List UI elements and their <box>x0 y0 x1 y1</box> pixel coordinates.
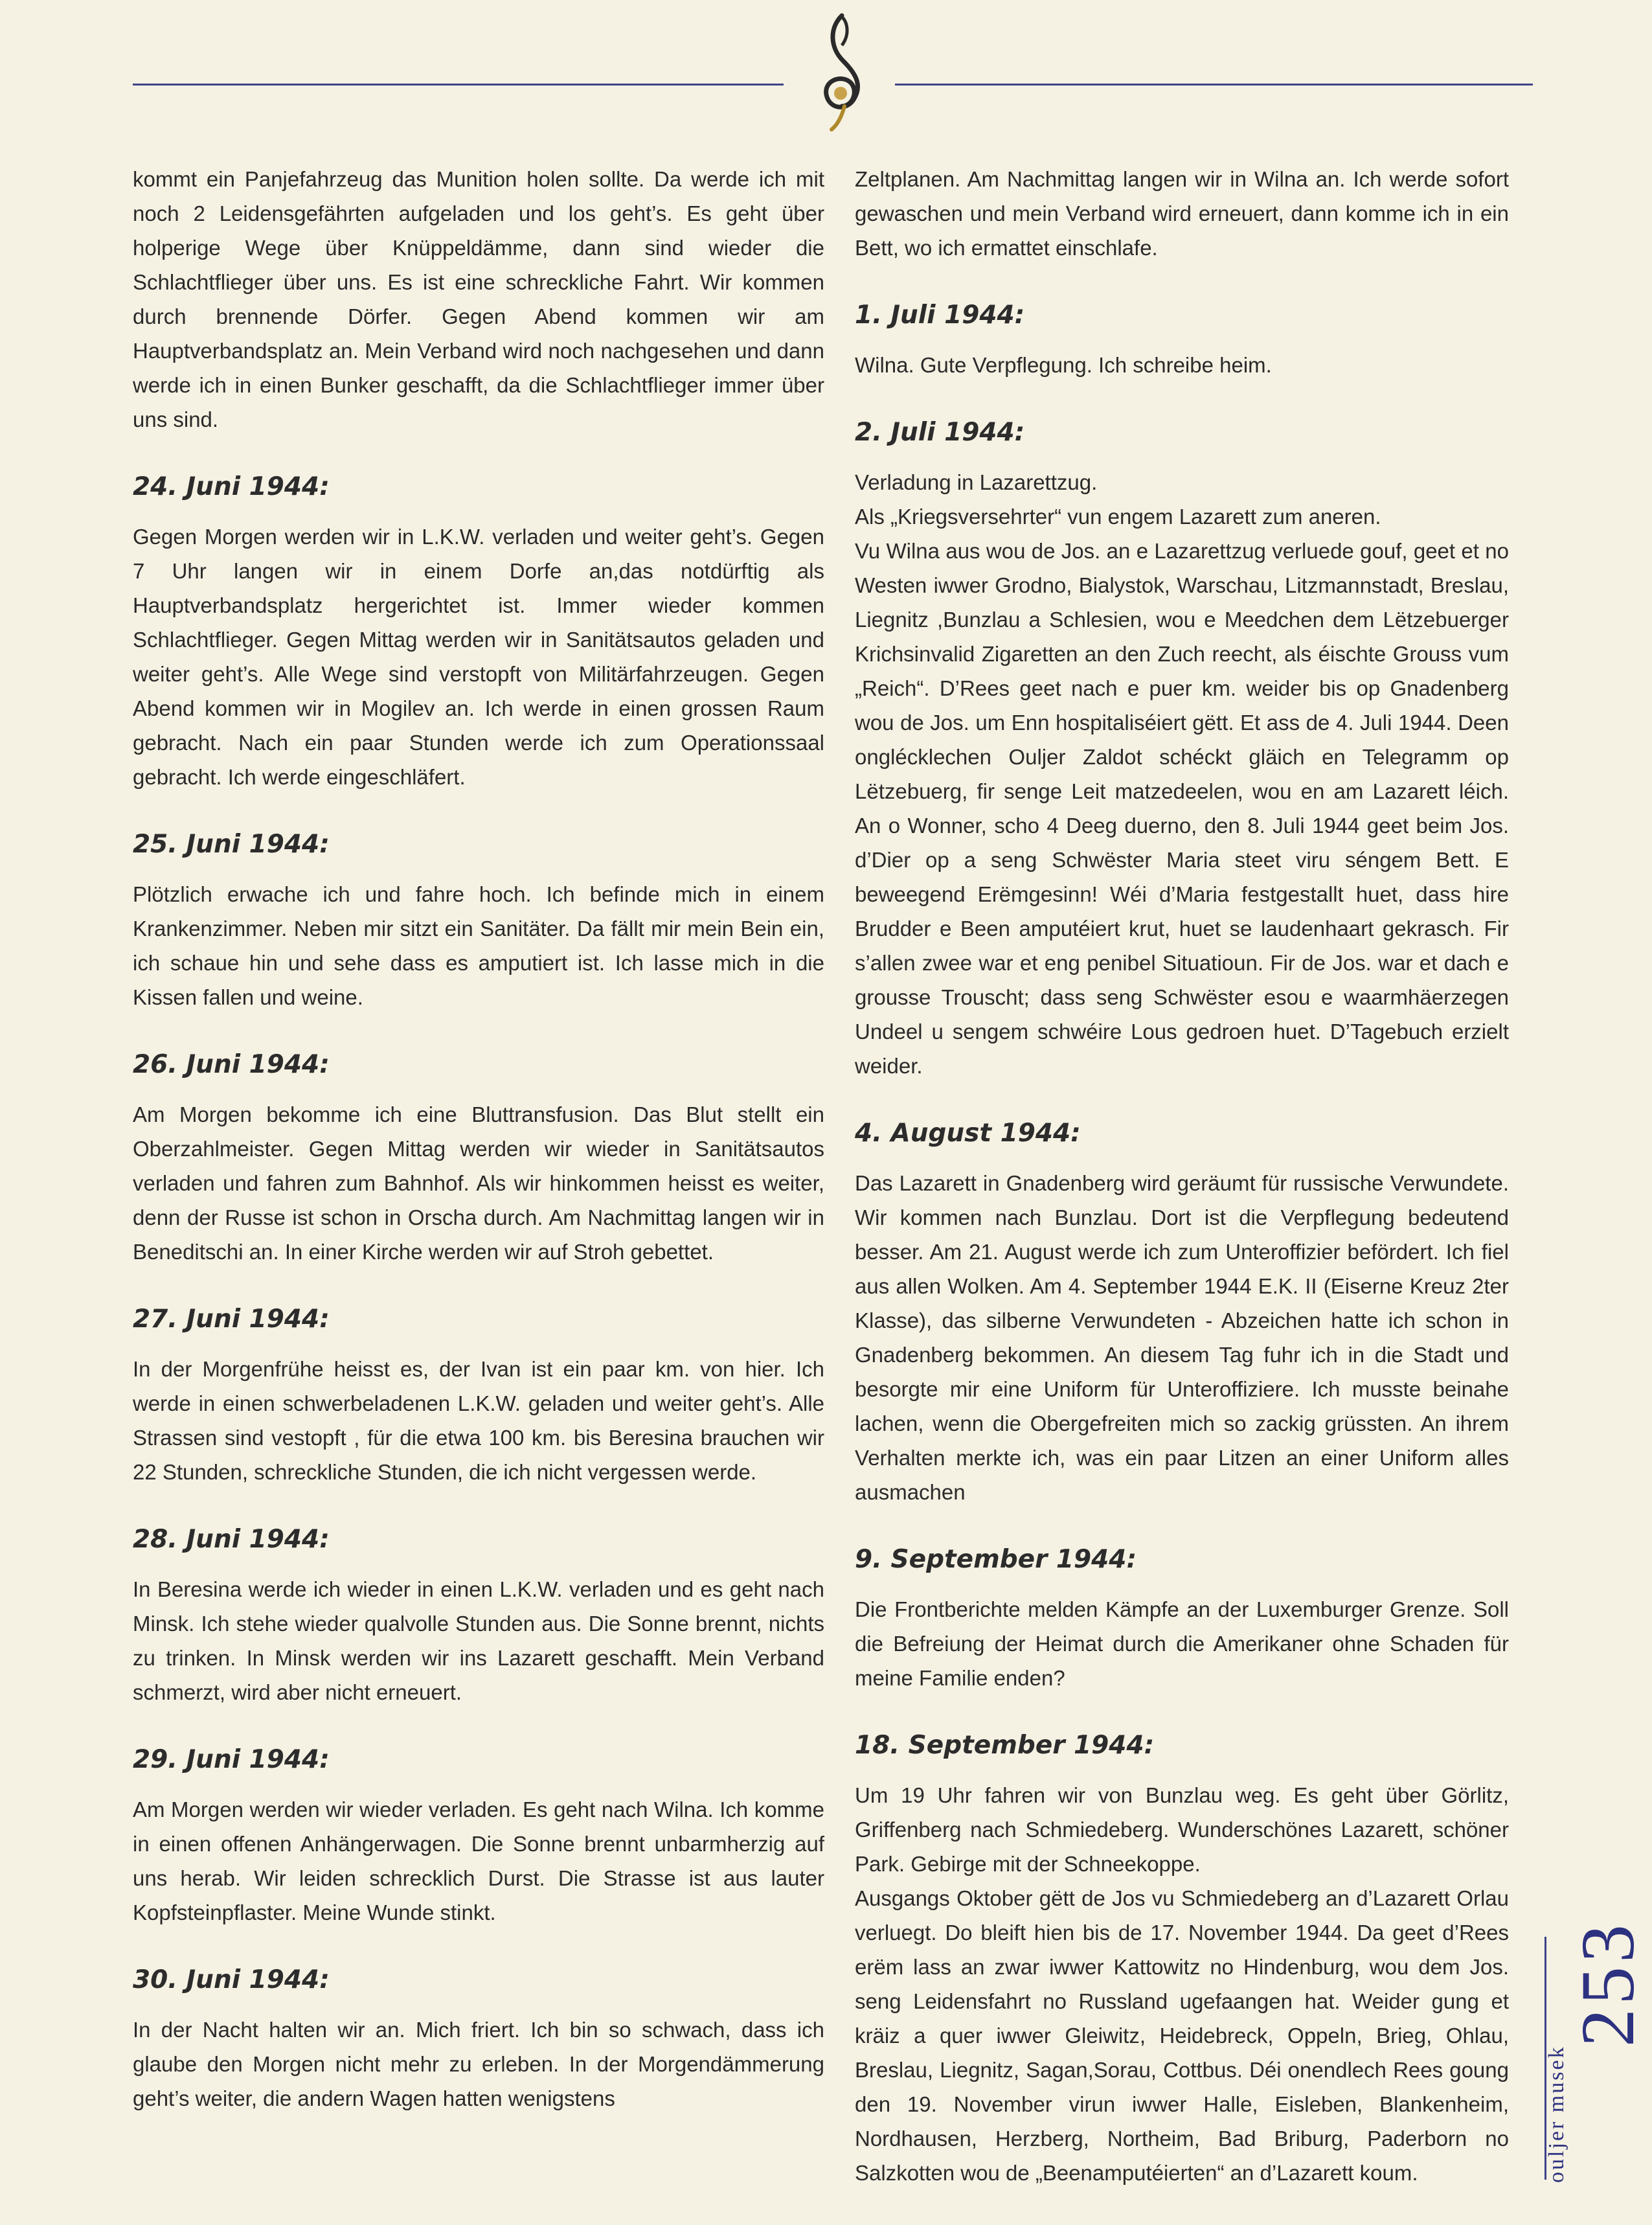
diary-entry <box>855 1544 1509 1695</box>
page-number: 253 <box>1565 1921 1650 2047</box>
entry-date: 28. Juni 1944: <box>133 1525 330 1554</box>
header-rule-right <box>895 84 1533 86</box>
entry-text: In der Nacht halten wir an. Mich friert. Ich bin so schwach, dass ich glaube den Morgen nicht mehr zu erleben. In der Morgendämmerung geht’s weiter, die andern Wagen hatten wenigstens <box>133 2018 824 2110</box>
header-rule-left <box>133 84 784 86</box>
intro-paragraph: Zeltplanen. Am Nachmittag langen wir in Wilna an. Ich werde sofort gewaschen und mein Verband wird erneuert, dann komme ich in ein Bett, wo ich ermattet einschlafe. <box>855 167 1509 260</box>
intro-paragraph: kommt ein Panjefahrzeug das Munition holen sollte. Da werde ich mit noch 2 Leidensgefährten aufgeladen und los geht’s. Es geht über holperige Wege über Knüppeldämme, dann sind wieder die Schlachtflieger über uns. Es ist eine schreckliche Fahrt. Wir kommen durch brennende Dörfer. Gegen Abend kommen wir am Hauptverbandsplatz an. Mein Verband wird noch nachgesehen und dann werde ich in einen Bunker geschafft, da die Schlachtflieger immer über uns sind. <box>133 167 824 431</box>
entry-date: 29. Juni 1944: <box>133 1745 330 1774</box>
diary-entry <box>855 1118 1509 1509</box>
entry-text: Am Morgen werden wir wieder verladen. Es geht nach Wilna. Ich komme in einen offenen Anhängerwagen. Die Sonne brennt unbarmherzig auf uns herab. Wir leiden schrecklich Durst. Die Strasse ist aus lauter Kopfsteinpflaster. Meine Wunde stinkt. <box>133 1797 824 1924</box>
entry-date: 24. Juni 1944: <box>133 472 330 501</box>
diary-entry <box>855 300 1509 382</box>
entry-date: 26. Juni 1944: <box>133 1050 330 1079</box>
diary-entry <box>855 417 1509 1083</box>
treble-clef-ornament-icon <box>803 9 881 132</box>
publication-name: ouljer musek <box>1545 2045 1568 2183</box>
intro-block <box>855 162 1509 265</box>
entry-date: 18. September 1944: <box>855 1731 1155 1760</box>
entry-text: Verladung in Lazarettzug. <box>855 470 1098 494</box>
diary-entry <box>133 1524 824 1709</box>
diary-entry <box>133 472 824 794</box>
diary-entry <box>133 1965 824 2116</box>
diary-entry <box>133 1049 824 1269</box>
left-column <box>133 162 824 2151</box>
entry-text: Als „Kriegsversehrter“ vun engem Lazarett zum aneren. <box>855 505 1381 529</box>
entry-text: Gegen Morgen werden wir in L.K.W. verladen und weiter geht’s. Gegen 7 Uhr langen wir in einem Dorfe an,das notdürftig als Hauptverbandsplatz hergerichtet ist. Immer wieder kommen Schlachtflieger. Gegen Mittag werden wir in Sanitätsautos geladen und weiter geht’s. Alle Wege sind verstopft von Militärfahrzeugen. Gegen Abend kommen wir in Mogilev an. Ich werde in einen grossen Raum gebracht. Nach ein paar Stunden werde ich zum Operationssaal gebracht. Ich werde eingeschläfert. <box>133 525 824 789</box>
entry-text: In der Morgenfrühe heisst es, der Ivan ist ein paar km. von hier. Ich werde in einen schwerbeladenen L.K.W. geladen und weiter geht’s. Alle Strassen sind vestopft , für die etwa 100 km. bis Beresina brauchen wir 22 Stunden, schreckliche Stunden, die ich nicht vergessen werde. <box>133 1357 824 1484</box>
entry-text: Ausgangs Oktober gëtt de Jos vu Schmiedeberg an d’Lazarett Orlau verluegt. Do bleift hien bis de 17. November 1944. Da geet d’Rees erëm lass an zwar iwwer Kattowitz no Hindenburg, wou dem Jos. seng Leidensfahrt no Russland ugefaangen hat. Weider gung et kräiz a quer iwwer Gleiwitz, Heidebreck, Oppeln, Brieg, Ohlau, Breslau, Liegnitz, Sagan,Sorau, Cottbus. Déi onendlech Rees goung den 19. November virun iwwer Halle, Eisleben, Blankenheim, Nordhausen, Herzberg, Northeim, Bad Briburg, Paderborn no Salzkotten wou de „Beenamputéierten“ an d’Lazarett koum. <box>855 1886 1509 2185</box>
entry-text: Das Lazarett in Gnadenberg wird geräumt für russische Verwundete. Wir kommen nach Bunzlau. Dort ist die Verpflegung bedeutend besser. Am 21. August werde ich zum Unteroffizier befördert. Ich fiel aus allen Wolken. Am 4. September 1944 E.K. II (Eiserne Kreuz 2ter Klasse), das silberne Verwundeten - Abzeichen hatte ich schon in Gnadenberg bekommen. An diesem Tag fuhr ich in die Stadt und besorgte mir eine Uniform für Unteroffiziere. Ich musste beinahe lachen, wenn die Obergefreiten mich so zackig grüssten. An ihrem Verhalten merkte ich, was ein paar Litzen an einer Uniform alles ausmachen <box>855 1171 1509 1504</box>
diary-entry <box>133 829 824 1014</box>
diary-entry <box>133 1744 824 1930</box>
diary-entry <box>133 1304 824 1489</box>
entry-date: 30. Juni 1944: <box>133 1965 330 1994</box>
entry-date: 27. Juni 1944: <box>133 1305 330 1334</box>
entry-text: Am Morgen bekomme ich eine Bluttransfusion. Das Blut stellt ein Oberzahlmeister. Gegen Mittag werden wir wieder in Sanitätsautos verladen und fahren zum Bahnhof. Als wir hinkommen heisst es weiter, denn der Russe ist schon in Orscha durch. Am Nachmittag langen wir in Beneditschi an. In einer Kirche werden wir auf Stroh gebettet. <box>133 1102 824 1264</box>
entry-text: Vu Wilna aus wou de Jos. an e Lazarettzug verluede gouf, geet et no Westen iwwer Grodno, Bialystok, Warschau, Litzmannstadt, Breslau, Liegnitz ,Bunzlau a Schlesien, wou e Meedchen dem Lëtzebuerger Krichsinvalid Zigaretten an den Zuch reecht, als éischte Grouss vum „Reich“. D’Rees geet nach e puer km. weider bis op Gnadenberg wou de Jos. um Enn hospitaliséiert gëtt. Et ass de 4. Juli 1944. Deen onglécklechen Ouljer Zaldot schéckt gläich en Telegramm op Lëtzebuerg, fir senge Leit matzedeelen, wou en am Lazarett léich. An o Wonner, scho 4 Deeg duerno, den 8. Juli 1944 geet beim Jos. d’Dier op a seng Schwëster Maria steet viru séngem Bett. E beweegend Erëmgesinn! Wéi d’Maria festgestallt huet, dass hire Brudder e Been amputéiert krut, huet se laudenhaart gekrasch. Fir s’allen zwee war et eng penibel Situatioun. Fir de Jos. war et dach e grousse Trouscht; dass seng Schwëster esou e waarmhäerzegen Undeel u sengem schwéire Lous gedroen huet. D’Tagebuch erzielt weider. <box>855 539 1509 1078</box>
intro-block <box>133 162 824 437</box>
entry-text: Die Frontberichte melden Kämpfe an der Luxemburger Grenze. Soll die Befreiung der Heimat durch die Amerikaner ohne Schaden für meine Familie enden? <box>855 1597 1509 1690</box>
right-column <box>855 162 1509 2225</box>
entry-text: Wilna. Gute Verpflegung. Ich schreibe heim. <box>855 353 1272 377</box>
entry-date: 25. Juni 1944: <box>133 830 330 859</box>
diary-entry <box>855 1730 1509 2190</box>
entry-date: 1. Juli 1944: <box>855 301 1025 330</box>
entry-text: In Beresina werde ich wieder in einen L.K.W. verladen und es geht nach Minsk. Ich stehe wieder qualvolle Stunden aus. Die Sonne brennt, nichts zu trinken. In Minsk werden wir ins Lazarett geschafft. Mein Verband schmerzt, wird aber nicht erneuert. <box>133 1577 824 1704</box>
entry-date: 4. August 1944: <box>855 1119 1081 1148</box>
entry-date: 9. September 1944: <box>855 1545 1137 1574</box>
entry-date: 2. Juli 1944: <box>855 418 1025 447</box>
entry-text: Um 19 Uhr fahren wir von Bunzlau weg. Es geht über Görlitz, Griffenberg nach Schmiedeberg. Wunderschönes Lazarett, schöner Park. Gebirge mit der Schneekoppe. <box>855 1783 1509 1876</box>
entry-text: Plötzlich erwache ich und fahre hoch. Ich befinde mich in einem Krankenzimmer. Neben mir sitzt ein Sanitäter. Da fällt mir mein Bein ein, ich schaue hin und sehe dass es amputiert ist. Ich lasse mich in die Kissen fallen und weine. <box>133 882 824 1009</box>
